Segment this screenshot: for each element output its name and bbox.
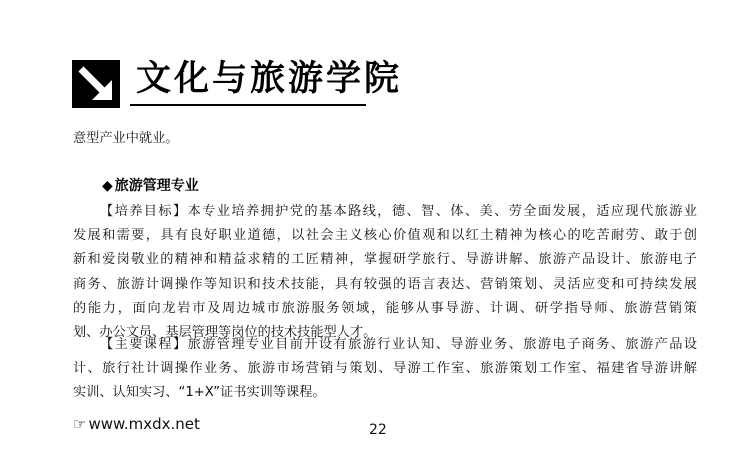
paragraph-line: 新和爱岗敬业的精神和精益求精的工匠精神，掌握研学旅行、导游讲解、旅游产品设计、旅游电子 (73, 252, 697, 268)
paragraph-line: 的能力，面向龙岩市及周边城市旅游服务领域，能够从事导游、计调、研学指导师、旅游营销策 (73, 300, 697, 316)
website-text[interactable]: www.mxdx.net (88, 415, 200, 433)
paragraph-line: 划、办公文员、基层管理等岗位的技术技能型人才。 (73, 325, 377, 341)
paragraph-line: 【培养目标】本专业培养拥护党的基本路线，德、智、体、美、劳全面发展，适应现代旅游业 (100, 204, 697, 219)
section-title: 旅游管理专业 (114, 178, 199, 194)
pointing-hand-icon: ☞ (73, 415, 87, 433)
title-underline (130, 104, 366, 106)
paragraph-line: 实训、认知实习、“1+X”证书实训等课程。 (73, 385, 326, 401)
training-goal-paragraph (73, 200, 697, 345)
paragraph-line: 发展和需要，具有良好职业道德，以社会主义核心价值观和以红土精神为核心的吃苦耐劳、敢于创 (73, 228, 697, 244)
paragraph-line: 计、旅行社计调操作业务、旅游市场营销与策划、导游工作室、旅游策划工作室、福建省导游讲解 (73, 361, 697, 377)
diamond-bullet-icon: ◆ (102, 178, 113, 194)
continuation-text: 意型产业中就业。 (73, 131, 179, 146)
website-link[interactable] (73, 413, 200, 435)
arrow-down-right-icon (72, 60, 120, 108)
page-title: 文化与旅游学院 (136, 58, 403, 99)
page-number: 22 (369, 422, 387, 438)
main-courses-paragraph (73, 333, 697, 406)
paragraph-line: 商务、旅游计调操作等知识和技术技能，具有较强的语言表达、营销策划、灵活应变和可持续发展 (73, 276, 697, 292)
section-heading (102, 176, 199, 196)
paragraph-line: 【主要课程】旅游管理专业目前开设有旅游行业认知、导游业务、旅游电子商务、旅游产品设 (100, 337, 697, 352)
